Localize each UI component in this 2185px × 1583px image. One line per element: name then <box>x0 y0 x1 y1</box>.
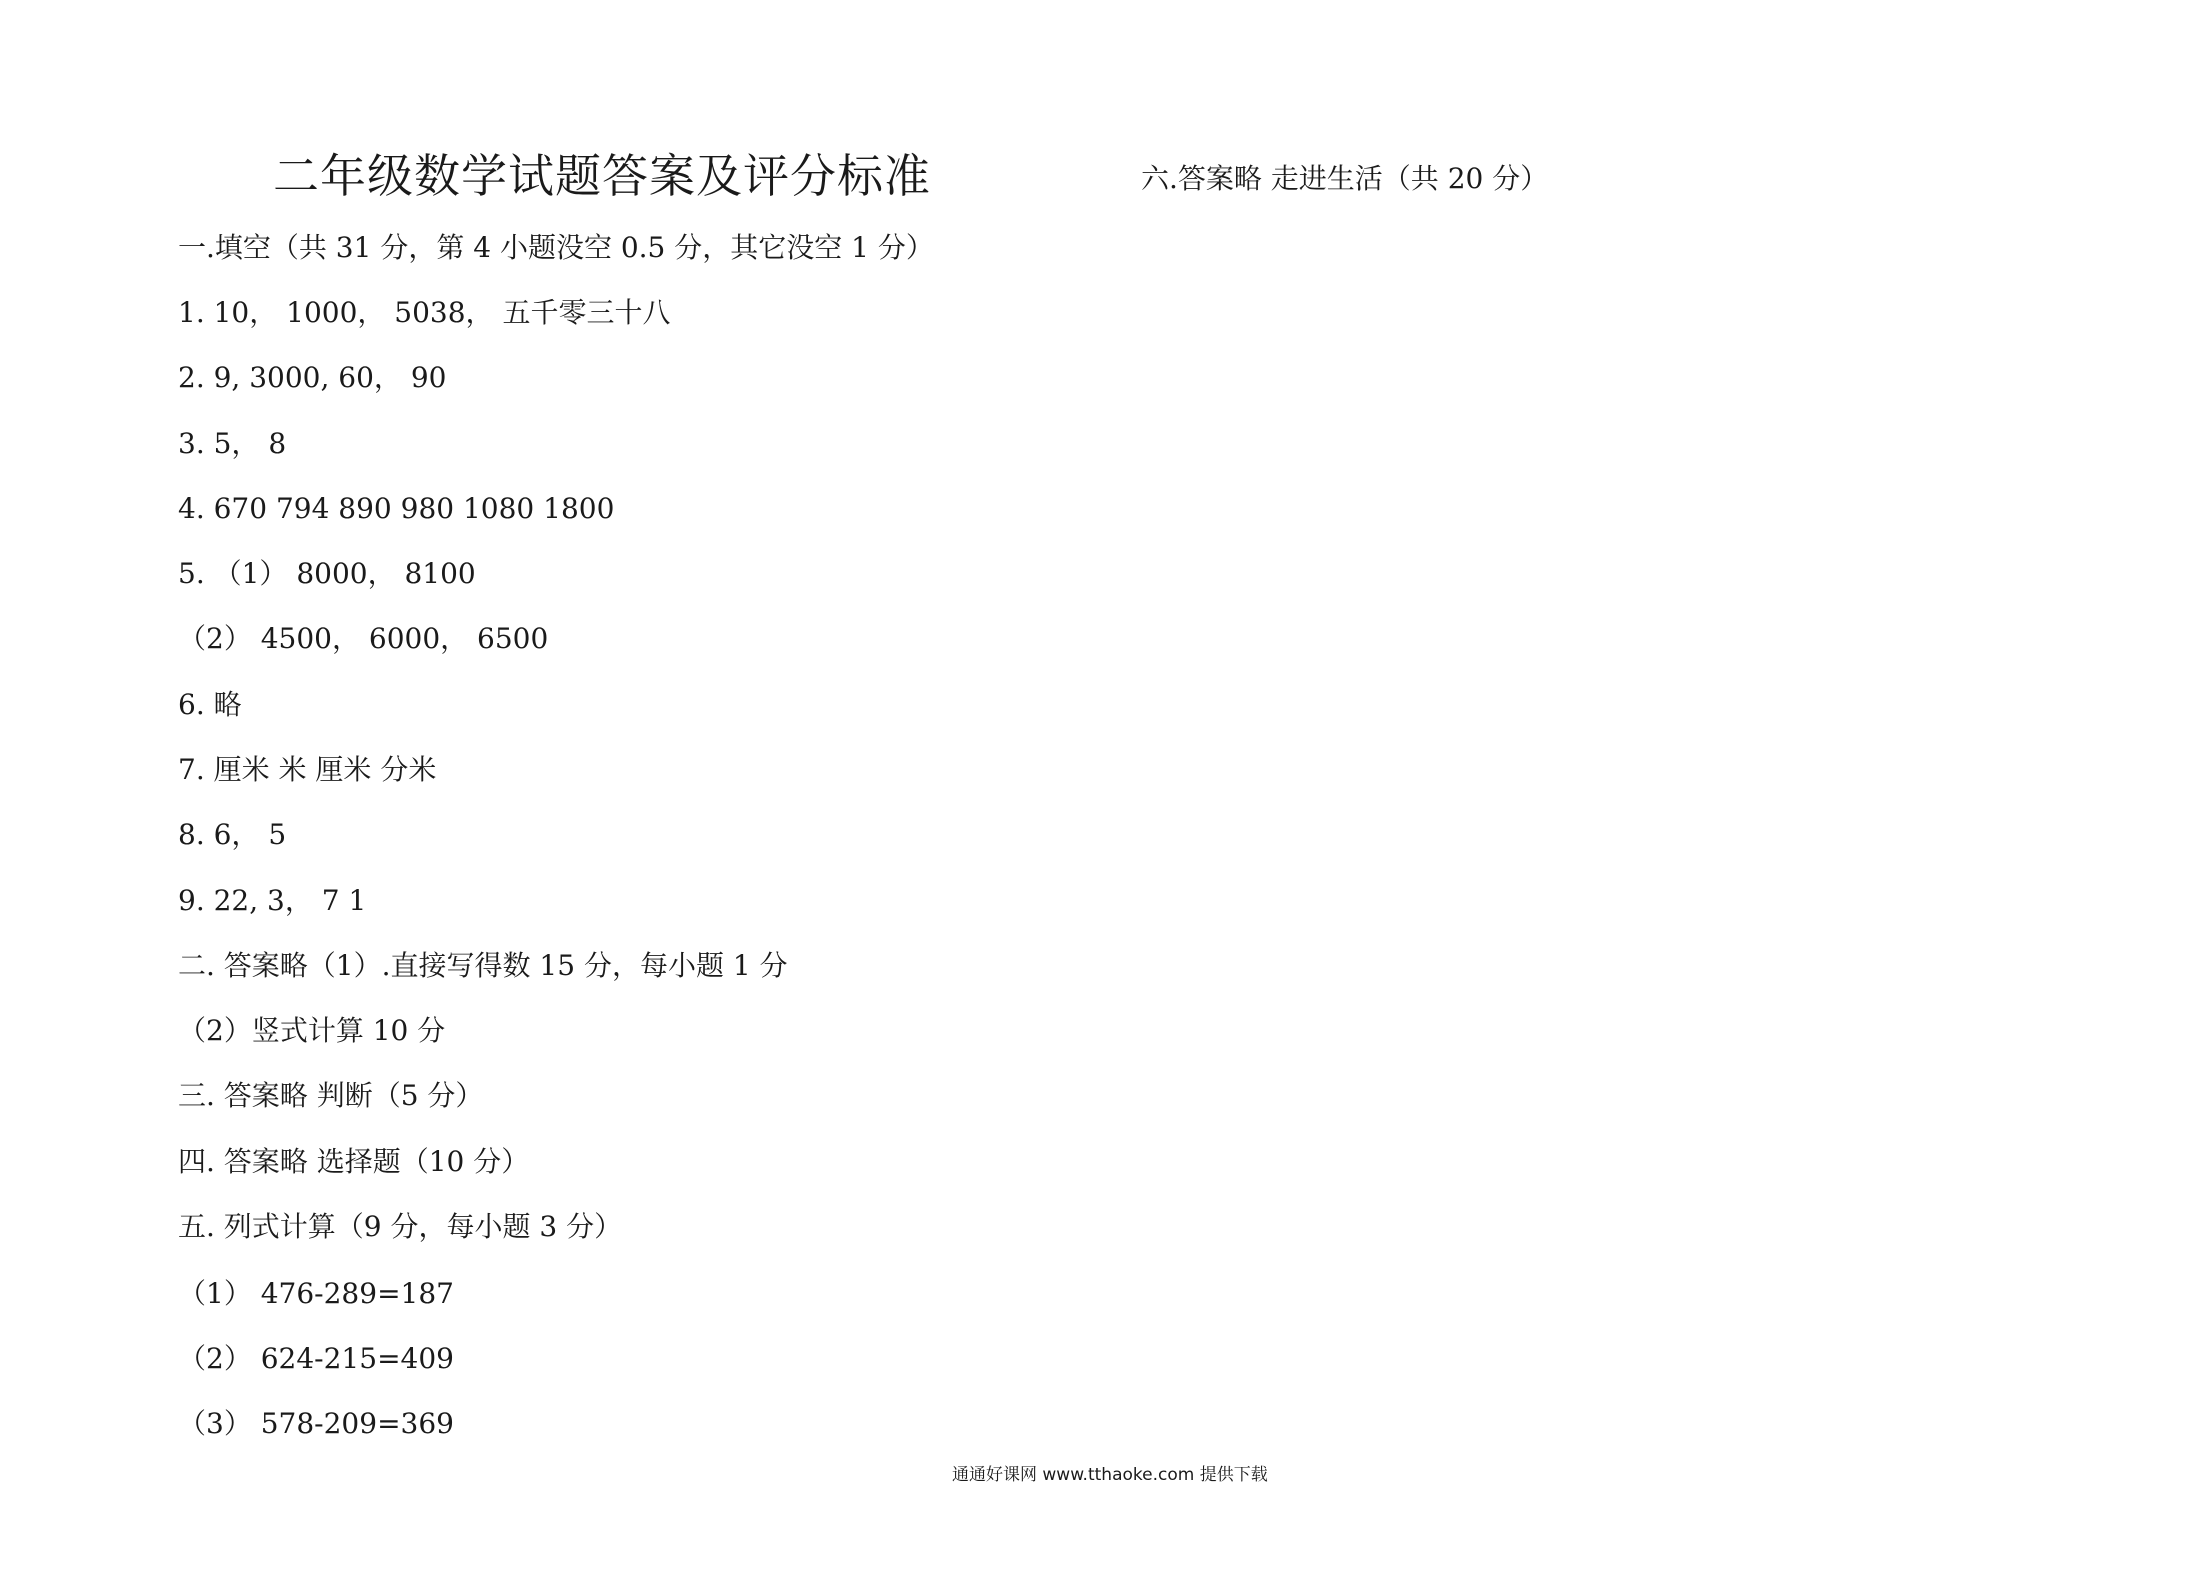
section-one-heading: 一.填空（共 31 分，第 4 小题没空 0.5 分，其它没空 1 分） <box>178 231 934 264</box>
answer-line-5-1: 5. （1） 8000， 8100 <box>178 557 476 590</box>
section-two-heading: 二. 答案略（1）.直接写得数 15 分，每小题 1 分 <box>178 949 788 982</box>
footer-source: 通通好课网 www.tthaoke.com 提供下载 <box>952 1465 1268 1485</box>
answer-line-4: 4. 670 794 890 980 1080 1800 <box>178 492 615 525</box>
answer-line-6: 6. 略 <box>178 688 242 721</box>
section-six-heading: 六.答案略 走进生活（共 20 分） <box>1141 162 1549 195</box>
answer-line-8: 8. 6， 5 <box>178 818 287 851</box>
section-four-heading: 四. 答案略 选择题（10 分） <box>178 1145 530 1178</box>
answer-line-1: 1. 10， 1000， 5038， 五千零三十八 <box>178 296 671 329</box>
answer-line-3: 3. 5， 8 <box>178 427 287 460</box>
answer-line-5-2: （2） 4500， 6000， 6500 <box>178 622 549 655</box>
section-two-part-2: （2）竖式计算 10 分 <box>178 1014 446 1047</box>
section-five-heading: 五. 列式计算（9 分，每小题 3 分） <box>178 1210 623 1243</box>
answer-line-9: 9. 22, 3， 7 1 <box>178 884 367 917</box>
calc-line-3: （3） 578-209=369 <box>178 1407 454 1440</box>
section-three-heading: 三. 答案略 判断（5 分） <box>178 1079 484 1112</box>
calc-line-2: （2） 624-215=409 <box>178 1342 454 1375</box>
answer-line-7: 7. 厘米 米 厘米 分米 <box>178 753 437 786</box>
answer-line-2: 2. 9, 3000, 60， 90 <box>178 361 447 394</box>
calc-line-1: （1） 476-289=187 <box>178 1277 454 1310</box>
page-title: 二年级数学试题答案及评分标准 <box>273 149 931 203</box>
